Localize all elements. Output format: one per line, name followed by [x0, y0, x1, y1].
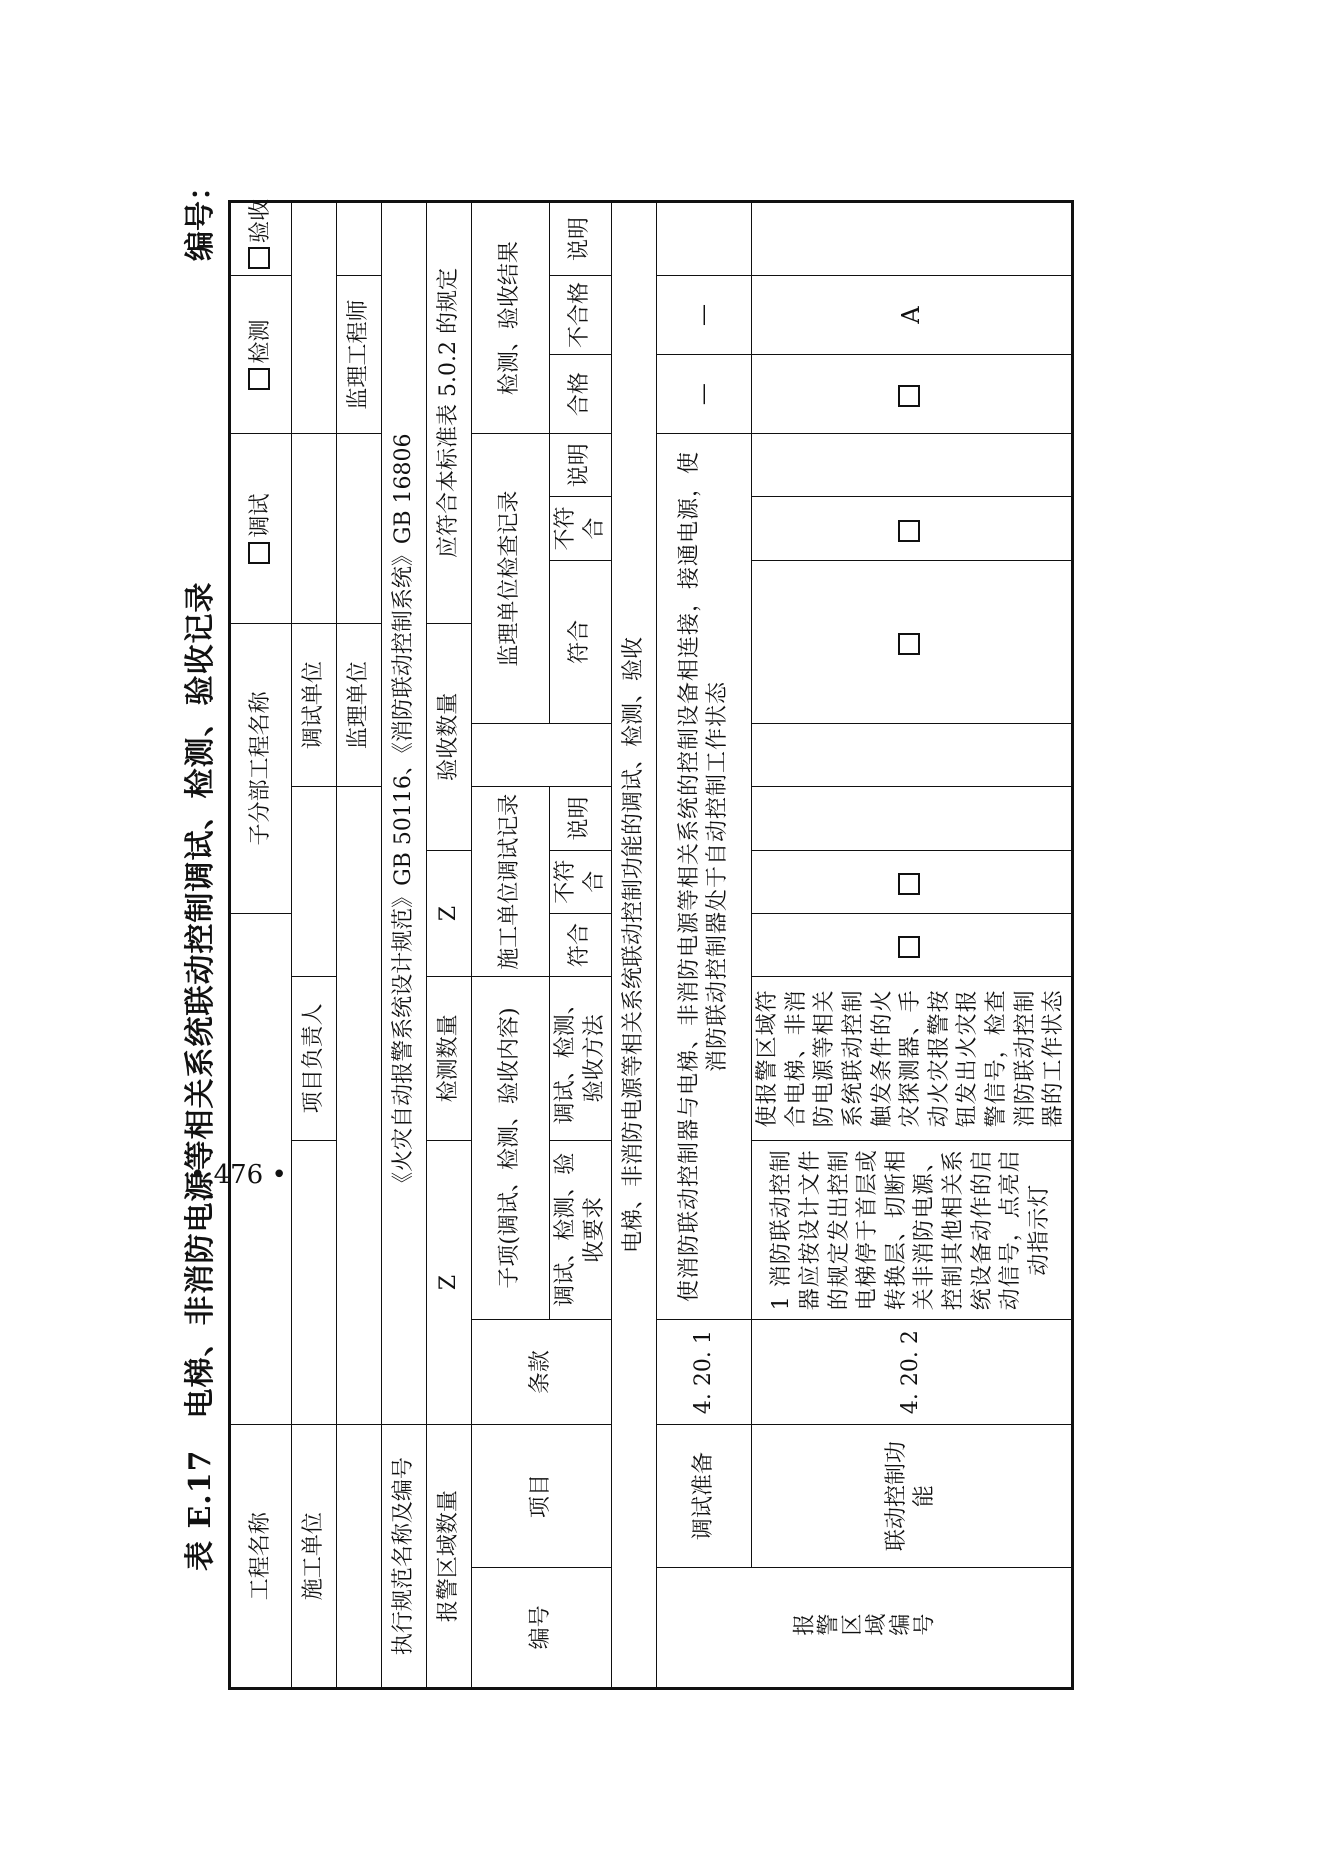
- zone-count-label: 报警区域数量: [427, 1425, 472, 1689]
- zone-number-label: 报警区域编号: [657, 1567, 1073, 1688]
- row-standards: [382, 202, 427, 1689]
- page-number: • 476 •: [190, 1160, 287, 1190]
- option-acceptance[interactable]: 验收: [230, 202, 292, 276]
- standards-value: 《火灾自动报警系统设计规范》GB 50116、《消防联动控制系统》GB 16806: [382, 202, 427, 1425]
- record-form-table: [228, 200, 1074, 1690]
- supervision-nonconform-check[interactable]: [752, 497, 1073, 560]
- row-preparation-note[interactable]: [657, 202, 752, 276]
- column-item-header: 项目: [472, 1425, 612, 1567]
- option-commissioning[interactable]: 调试: [230, 434, 292, 624]
- row-preparation-item: 调试准备: [657, 1425, 752, 1567]
- supervision-nonconform-header: 不符合: [550, 497, 612, 560]
- spacer-cell: [752, 724, 1073, 787]
- row-linkage-clause: 4. 20. 2: [752, 1319, 1073, 1424]
- result-pass-header: 合格: [550, 355, 612, 434]
- commissioning-unit-extra[interactable]: [292, 202, 337, 434]
- result-note-cell[interactable]: [752, 202, 1073, 276]
- row-preparation-pass: —: [657, 355, 752, 434]
- column-subitem-header: 子项(调试、检测、验收内容): [472, 977, 550, 1320]
- row-preparation-fail: —: [657, 275, 752, 354]
- acceptance-rule: 应符合本标准表 5.0.2 的规定: [427, 202, 472, 624]
- subproject-name-label: 子分部工程名称: [230, 623, 292, 913]
- checkbox-icon[interactable]: [898, 936, 920, 958]
- checkbox-icon[interactable]: [898, 873, 920, 895]
- commissioning-unit-label: 调试单位: [292, 623, 337, 786]
- contractor-note-cell[interactable]: [752, 787, 1073, 850]
- supervision-filler: [337, 1425, 382, 1689]
- contractor-conform-header: 符合: [550, 913, 612, 976]
- acceptance-count-label: 验收数量: [427, 623, 472, 850]
- row-preparation-content: 使消防联动控制器与电梯、非消防电源等相关系统的控制设备相连接，接通电源，使消防联动控制器处于自动控制工作状态: [657, 434, 752, 1320]
- row-section-heading: [612, 202, 657, 1689]
- supervision-conform-check[interactable]: [752, 560, 1073, 723]
- supervision-blank[interactable]: [337, 787, 382, 1425]
- column-requirement-header: 调试、检测、验收要求: [550, 1140, 612, 1319]
- column-spacer: [472, 724, 612, 787]
- contractor-value[interactable]: [292, 1140, 337, 1425]
- row-quantities: [427, 202, 472, 1689]
- checkbox-icon[interactable]: [248, 368, 270, 390]
- result-fail-header: 不合格: [550, 275, 612, 354]
- contractor-nonconform-check[interactable]: [752, 850, 1073, 913]
- checkbox-icon[interactable]: [898, 633, 920, 655]
- contractor-conform-check[interactable]: [752, 913, 1073, 976]
- project-name-label: 工程名称: [230, 1425, 292, 1689]
- column-supervision-record-header: 监理单位检查记录: [472, 434, 550, 724]
- row-linkage: [752, 202, 1073, 1689]
- column-contractor-record-header: 施工单位调试记录: [472, 787, 550, 977]
- result-note-header: 说明: [550, 202, 612, 276]
- zone-count-value: Z: [427, 1140, 472, 1425]
- checkbox-icon[interactable]: [248, 542, 270, 564]
- project-name-value[interactable]: [230, 913, 292, 1424]
- standards-label: 执行规范名称及编号: [382, 1425, 427, 1689]
- inspection-count-label: 检测数量: [427, 977, 472, 1140]
- row-preparation-clause: 4. 20. 1: [657, 1319, 752, 1424]
- inspection-count-value: Z: [427, 850, 472, 977]
- row-contractor: [292, 202, 337, 1689]
- row-linkage-item: 联动控制功能: [752, 1425, 1073, 1567]
- checkbox-icon[interactable]: [898, 385, 920, 407]
- supervision-note-cell[interactable]: [752, 434, 1073, 497]
- row-column-headers: [472, 202, 550, 1689]
- supervision-conform-header: 符合: [550, 560, 612, 723]
- row-project-name: [230, 202, 292, 1689]
- row-preparation: [657, 202, 752, 1689]
- column-result-header: 检测、验收结果: [472, 202, 550, 434]
- result-fail-mark: A: [752, 275, 1073, 354]
- row-linkage-method: 使报警区域符合电梯、非消防电源等相关系统联动控制触发条件的火灾探测器、手动火灾报警按钮发出火灾报警信号，检查消防联动控制器的工作状态: [752, 977, 1073, 1140]
- section-heading: 电梯、非消防电源等相关系统联动控制功能的调试、检测、验收: [612, 202, 657, 1689]
- contractor-note-header: 说明: [550, 787, 612, 850]
- checkbox-icon[interactable]: [898, 520, 920, 542]
- project-leader-label: 项目负责人: [292, 977, 337, 1140]
- checkbox-icon[interactable]: [248, 247, 270, 269]
- column-method-header: 调试、检测、验收方法: [550, 977, 612, 1140]
- document-title: 表 E.17 电梯、非消防电源等相关系统联动控制调试、检测、验收记录: [183, 581, 218, 1571]
- supervision-note-header: 说明: [550, 434, 612, 497]
- supervision-engineer-label: 监理工程师: [337, 275, 382, 433]
- row-supervision: [337, 202, 382, 1689]
- commissioning-unit-value[interactable]: [292, 434, 337, 624]
- contractor-label: 施工单位: [292, 1425, 337, 1689]
- supervision-unit-label: 监理单位: [337, 623, 382, 786]
- supervision-engineer-value[interactable]: [337, 202, 382, 276]
- row-linkage-requirement: 1 消防联动控制器应按设计文件的规定发出控制电梯停于首层或转换层、切断相关非消防电源、控制其他相关系统设备动作的启动信号，点亮启动指示灯: [752, 1140, 1073, 1319]
- project-leader-value[interactable]: [292, 787, 337, 977]
- option-inspection[interactable]: 检测: [230, 275, 292, 433]
- contractor-nonconform-header: 不符合: [550, 850, 612, 913]
- column-clause-header: 条款: [472, 1319, 612, 1424]
- column-no-header: 编号: [472, 1567, 612, 1688]
- supervision-unit-value[interactable]: [337, 434, 382, 624]
- result-pass-check[interactable]: [752, 355, 1073, 434]
- serial-number-label: 编号：: [183, 171, 218, 261]
